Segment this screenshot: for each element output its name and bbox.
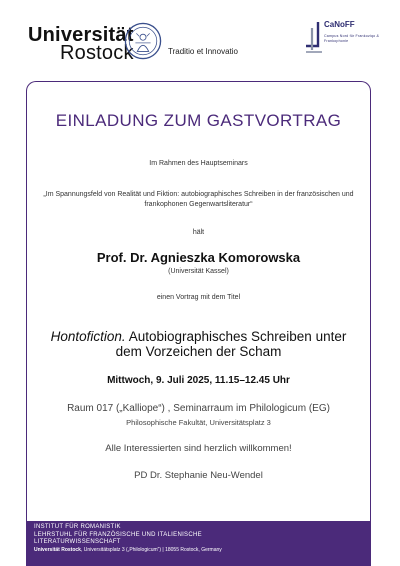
university-name-line1: Universität	[28, 24, 134, 46]
university-motto: Traditio et Innovatio	[168, 47, 238, 56]
university-seal-icon	[124, 22, 162, 60]
footer-chair-line2: LITERATURWISSENSCHAFT	[34, 539, 121, 545]
content-frame	[26, 81, 371, 521]
footer-institute: INSTITUT FÜR ROMANISTIK	[34, 524, 121, 530]
footer-address-rest: , Universitätsplatz 3 („Philologicum“) | 18055 Rostock, Germany	[80, 546, 222, 553]
event-datetime: Mittwoch, 9. Juli 2025, 11.15–12.45 Uhr	[107, 375, 290, 386]
canoff-logo-subtitle: Campus Nord für Frankoziqo & Frankophonie	[324, 34, 380, 43]
seminar-intro: Im Rahmen des Hauptseminars	[149, 160, 248, 167]
talk-title-italic: Hontofiction.	[50, 329, 126, 344]
university-name-line2: Rostock	[60, 42, 134, 64]
header	[0, 0, 400, 80]
talk-title-rest: Autobiographisches Schreiben unter dem Vorzeichen der Scham	[115, 329, 347, 359]
speaker-name: Prof. Dr. Agnieszka Komorowska	[96, 250, 301, 265]
speaker-affiliation: (Universität Kassel)	[168, 268, 229, 275]
event-room: Raum 017 („Kalliope“) , Seminarraum im Philologicum (EG)	[67, 403, 330, 414]
talk-title	[40, 329, 357, 359]
footer-address-university: Universität Rostock	[34, 546, 81, 553]
footer-address	[34, 547, 363, 554]
university-logo-wordmark	[28, 26, 134, 62]
event-address: Philosophische Fakultät, Universitätsplatz 3	[126, 418, 271, 427]
holds-text: hält	[192, 229, 205, 236]
invitation-title: EINLADUNG ZUM GASTVORTRAG	[55, 111, 342, 130]
talk-intro: einen Vortrag mit dem Titel	[156, 294, 241, 301]
footer-chair-line1: LEHRSTUHL FÜR FRANZÖSISCHE UND ITALIENISCHE	[34, 531, 202, 538]
seminar-title: „Im Spannungsfeld von Realität und Fiktion: autobiographisches Schreiben in der französischen und frankophonen Gegenwartsliteratur“	[43, 191, 354, 208]
host-name: PD Dr. Stephanie Neu-Wendel	[134, 470, 263, 481]
welcome-text: Alle Interessierten sind herzlich willkommen!	[105, 443, 292, 454]
footer-bar	[26, 521, 371, 566]
canoff-logo-title: CaNoFF	[324, 20, 355, 29]
